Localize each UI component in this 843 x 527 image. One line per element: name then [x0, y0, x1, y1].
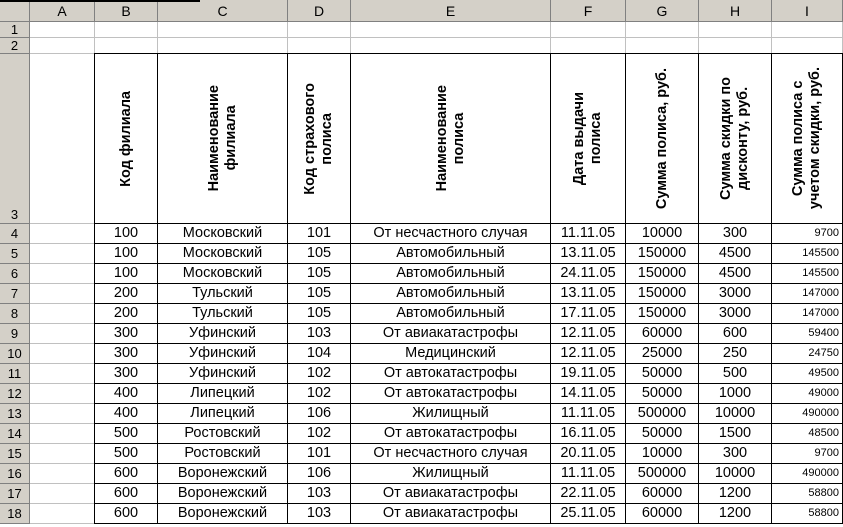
header-label: Сумма полиса, руб.	[653, 67, 670, 210]
table-cell[interactable]: 500	[95, 424, 158, 444]
table-cell[interactable]: 50000	[626, 384, 699, 404]
table-cell[interactable]: Воронежский	[158, 504, 288, 524]
row-header-11[interactable]: 11	[0, 364, 30, 384]
table-cell[interactable]: 20.11.05	[551, 444, 626, 464]
row-header-9[interactable]: 9	[0, 324, 30, 344]
empty-cell[interactable]	[30, 504, 95, 524]
empty-cell[interactable]	[30, 284, 95, 304]
table-cell[interactable]: 400	[95, 404, 158, 424]
table-cell[interactable]: 105	[288, 304, 351, 324]
table-cell[interactable]: 104	[288, 344, 351, 364]
table-cell[interactable]: 10000	[626, 444, 699, 464]
table-cell[interactable]: 600	[699, 324, 772, 344]
table-cell[interactable]: 250	[699, 344, 772, 364]
row-header-13[interactable]: 13	[0, 404, 30, 424]
table-cell[interactable]: 103	[288, 504, 351, 524]
empty-cell[interactable]	[30, 264, 95, 284]
header-cell[interactable]	[626, 54, 699, 224]
table-cell[interactable]: 105	[288, 264, 351, 284]
table-cell[interactable]: 24.11.05	[551, 264, 626, 284]
row-header-1[interactable]: 1	[0, 22, 30, 38]
table-cell[interactable]: Автомобильный	[351, 284, 551, 304]
table-cell[interactable]: 50000	[626, 424, 699, 444]
column-header-h[interactable]: H	[699, 0, 772, 22]
table-cell[interactable]: 150000	[626, 244, 699, 264]
table-cell[interactable]: Ростовский	[158, 444, 288, 464]
empty-cell[interactable]	[30, 364, 95, 384]
empty-cell[interactable]	[288, 22, 351, 38]
table-cell[interactable]: Уфинский	[158, 344, 288, 364]
table-cell[interactable]: 200	[95, 284, 158, 304]
table-cell[interactable]: 1500	[699, 424, 772, 444]
empty-cell[interactable]	[158, 38, 288, 54]
table-cell[interactable]: 105	[288, 284, 351, 304]
table-cell[interactable]: 9700	[772, 444, 843, 464]
table-cell[interactable]: 10000	[626, 224, 699, 244]
column-header-a[interactable]: A	[30, 0, 95, 22]
table-cell[interactable]: 500000	[626, 404, 699, 424]
table-cell[interactable]: 4500	[699, 244, 772, 264]
table-cell[interactable]: 490000	[772, 464, 843, 484]
table-cell[interactable]: 150000	[626, 304, 699, 324]
empty-cell[interactable]	[551, 38, 626, 54]
table-cell[interactable]: 25000	[626, 344, 699, 364]
empty-cell[interactable]	[30, 224, 95, 244]
table-cell[interactable]: Жилищный	[351, 404, 551, 424]
empty-cell[interactable]	[772, 22, 843, 38]
table-cell[interactable]: 500	[699, 364, 772, 384]
table-cell[interactable]: Автомобильный	[351, 264, 551, 284]
header-cell[interactable]	[351, 54, 551, 224]
empty-cell[interactable]	[551, 22, 626, 38]
table-cell[interactable]: 600	[95, 504, 158, 524]
table-cell[interactable]: 101	[288, 444, 351, 464]
row-header-18[interactable]: 18	[0, 504, 30, 524]
row-header-16[interactable]: 16	[0, 464, 30, 484]
empty-cell[interactable]	[30, 344, 95, 364]
row-header-8[interactable]: 8	[0, 304, 30, 324]
row-header-12[interactable]: 12	[0, 384, 30, 404]
table-cell[interactable]: Ростовский	[158, 424, 288, 444]
table-cell[interactable]: От автокатастрофы	[351, 384, 551, 404]
table-cell[interactable]: Автомобильный	[351, 304, 551, 324]
table-cell[interactable]: 16.11.05	[551, 424, 626, 444]
table-cell[interactable]: 11.11.05	[551, 464, 626, 484]
table-cell[interactable]: 490000	[772, 404, 843, 424]
table-cell[interactable]: От авиакатастрофы	[351, 484, 551, 504]
empty-cell[interactable]	[158, 22, 288, 38]
row-header-6[interactable]: 6	[0, 264, 30, 284]
table-cell[interactable]: 500	[95, 444, 158, 464]
empty-cell[interactable]	[30, 324, 95, 344]
table-cell[interactable]: 14.11.05	[551, 384, 626, 404]
table-cell[interactable]: 105	[288, 244, 351, 264]
table-cell[interactable]: 145500	[772, 264, 843, 284]
table-cell[interactable]: 4500	[699, 264, 772, 284]
empty-cell[interactable]	[351, 22, 551, 38]
table-cell[interactable]: 300	[699, 224, 772, 244]
table-cell[interactable]: 13.11.05	[551, 284, 626, 304]
table-cell[interactable]: 103	[288, 484, 351, 504]
header-cell[interactable]	[288, 54, 351, 224]
table-cell[interactable]: 500000	[626, 464, 699, 484]
empty-cell[interactable]	[30, 404, 95, 424]
table-cell[interactable]: 102	[288, 424, 351, 444]
table-cell[interactable]: 24750	[772, 344, 843, 364]
table-cell[interactable]: 300	[95, 364, 158, 384]
table-cell[interactable]: 58800	[772, 484, 843, 504]
empty-cell[interactable]	[30, 38, 95, 54]
table-cell[interactable]: 11.11.05	[551, 224, 626, 244]
table-cell[interactable]: От автокатастрофы	[351, 424, 551, 444]
empty-cell[interactable]	[95, 38, 158, 54]
table-cell[interactable]: 60000	[626, 324, 699, 344]
empty-cell[interactable]	[626, 38, 699, 54]
table-cell[interactable]: 400	[95, 384, 158, 404]
column-header-e[interactable]: E	[351, 0, 551, 22]
empty-cell[interactable]	[30, 244, 95, 264]
select-all-corner[interactable]	[0, 0, 30, 22]
table-cell[interactable]: 150000	[626, 264, 699, 284]
empty-cell[interactable]	[95, 22, 158, 38]
empty-cell[interactable]	[30, 54, 95, 224]
table-cell[interactable]: 1000	[699, 384, 772, 404]
header-cell[interactable]	[158, 54, 288, 224]
table-cell[interactable]: 19.11.05	[551, 364, 626, 384]
table-cell[interactable]: Липецкий	[158, 404, 288, 424]
table-cell[interactable]: 106	[288, 464, 351, 484]
empty-cell[interactable]	[30, 22, 95, 38]
table-cell[interactable]: 100	[95, 244, 158, 264]
header-cell[interactable]	[551, 54, 626, 224]
empty-cell[interactable]	[30, 484, 95, 504]
row-header-5[interactable]: 5	[0, 244, 30, 264]
table-cell[interactable]: 147000	[772, 304, 843, 324]
table-cell[interactable]: 10000	[699, 404, 772, 424]
table-cell[interactable]: 49500	[772, 364, 843, 384]
table-cell[interactable]: 12.11.05	[551, 324, 626, 344]
row-header-3[interactable]: 3	[0, 54, 30, 224]
table-cell[interactable]: 12.11.05	[551, 344, 626, 364]
empty-cell[interactable]	[30, 304, 95, 324]
table-cell[interactable]: Московский	[158, 244, 288, 264]
table-cell[interactable]: 300	[95, 324, 158, 344]
table-cell[interactable]: 48500	[772, 424, 843, 444]
table-cell[interactable]: Воронежский	[158, 464, 288, 484]
table-cell[interactable]: 10000	[699, 464, 772, 484]
toolbar-edge	[0, 0, 200, 2]
table-cell[interactable]: 100	[95, 264, 158, 284]
header-label: Код филиала	[117, 90, 134, 187]
empty-cell[interactable]	[699, 22, 772, 38]
table-cell[interactable]: 100	[95, 224, 158, 244]
table-cell[interactable]: 11.11.05	[551, 404, 626, 424]
table-cell[interactable]: 200	[95, 304, 158, 324]
table-cell[interactable]: 150000	[626, 284, 699, 304]
table-cell[interactable]: 145500	[772, 244, 843, 264]
empty-cell[interactable]	[30, 384, 95, 404]
table-cell[interactable]: 3000	[699, 284, 772, 304]
header-label: Сумма полиса с учетом скидки, руб.	[790, 67, 823, 210]
table-cell[interactable]: Московский	[158, 224, 288, 244]
empty-cell[interactable]	[699, 38, 772, 54]
table-cell[interactable]: Жилищный	[351, 464, 551, 484]
table-cell[interactable]: От авиакатастрофы	[351, 504, 551, 524]
table-cell[interactable]: 106	[288, 404, 351, 424]
table-cell[interactable]: 60000	[626, 484, 699, 504]
row-header-2[interactable]: 2	[0, 38, 30, 54]
empty-cell[interactable]	[626, 22, 699, 38]
table-cell[interactable]: 50000	[626, 364, 699, 384]
table-cell[interactable]: 60000	[626, 504, 699, 524]
row-header-15[interactable]: 15	[0, 444, 30, 464]
empty-cell[interactable]	[30, 444, 95, 464]
empty-cell[interactable]	[30, 424, 95, 444]
column-header-f[interactable]: F	[551, 0, 626, 22]
row-header-17[interactable]: 17	[0, 484, 30, 504]
table-cell[interactable]: Липецкий	[158, 384, 288, 404]
header-label: Дата выдачи полиса	[571, 91, 604, 186]
table-cell[interactable]: Уфинский	[158, 364, 288, 384]
table-cell[interactable]: 103	[288, 324, 351, 344]
table-cell[interactable]: 9700	[772, 224, 843, 244]
header-cell[interactable]	[95, 54, 158, 224]
table-cell[interactable]: 13.11.05	[551, 244, 626, 264]
header-cell[interactable]	[699, 54, 772, 224]
empty-cell[interactable]	[30, 464, 95, 484]
row-header-10[interactable]: 10	[0, 344, 30, 364]
table-cell[interactable]: Тульский	[158, 304, 288, 324]
empty-cell[interactable]	[351, 38, 551, 54]
table-cell[interactable]: От автокатастрофы	[351, 364, 551, 384]
table-cell[interactable]: 101	[288, 224, 351, 244]
column-header-i[interactable]: I	[772, 0, 843, 22]
table-cell[interactable]: Уфинский	[158, 324, 288, 344]
row-header-7[interactable]: 7	[0, 284, 30, 304]
table-cell[interactable]: От авиакатастрофы	[351, 324, 551, 344]
row-header-14[interactable]: 14	[0, 424, 30, 444]
table-cell[interactable]: Тульский	[158, 284, 288, 304]
table-cell[interactable]: 1200	[699, 504, 772, 524]
table-cell[interactable]: 59400	[772, 324, 843, 344]
table-cell[interactable]: 147000	[772, 284, 843, 304]
column-header-b[interactable]: B	[95, 0, 158, 22]
table-cell[interactable]: 600	[95, 464, 158, 484]
table-cell[interactable]: От несчастного случая	[351, 444, 551, 464]
column-header-c[interactable]: C	[158, 0, 288, 22]
table-cell[interactable]: Медицинский	[351, 344, 551, 364]
table-cell[interactable]: 600	[95, 484, 158, 504]
table-cell[interactable]: 102	[288, 364, 351, 384]
row-header-4[interactable]: 4	[0, 224, 30, 244]
column-header-g[interactable]: G	[626, 0, 699, 22]
table-cell[interactable]: 300	[699, 444, 772, 464]
table-cell[interactable]: 58800	[772, 504, 843, 524]
table-cell[interactable]: Автомобильный	[351, 244, 551, 264]
empty-cell[interactable]	[288, 38, 351, 54]
header-label: Сумма скидки по дисконту, руб.	[718, 77, 751, 200]
column-header-d[interactable]: D	[288, 0, 351, 22]
table-cell[interactable]: 25.11.05	[551, 504, 626, 524]
header-cell[interactable]	[772, 54, 843, 224]
table-cell[interactable]: 17.11.05	[551, 304, 626, 324]
header-label: Наименование полиса	[433, 85, 467, 192]
table-cell[interactable]: 1200	[699, 484, 772, 504]
header-label: Наименование филиала	[205, 85, 239, 192]
table-cell[interactable]: 3000	[699, 304, 772, 324]
table-cell[interactable]: 49000	[772, 384, 843, 404]
table-cell[interactable]: 102	[288, 384, 351, 404]
table-cell[interactable]: 22.11.05	[551, 484, 626, 504]
empty-cell[interactable]	[772, 38, 843, 54]
table-cell[interactable]: 300	[95, 344, 158, 364]
table-cell[interactable]: Воронежский	[158, 484, 288, 504]
table-cell[interactable]: Московский	[158, 264, 288, 284]
table-cell[interactable]: От несчастного случая	[351, 224, 551, 244]
header-label: Код страхового полиса	[302, 82, 335, 195]
